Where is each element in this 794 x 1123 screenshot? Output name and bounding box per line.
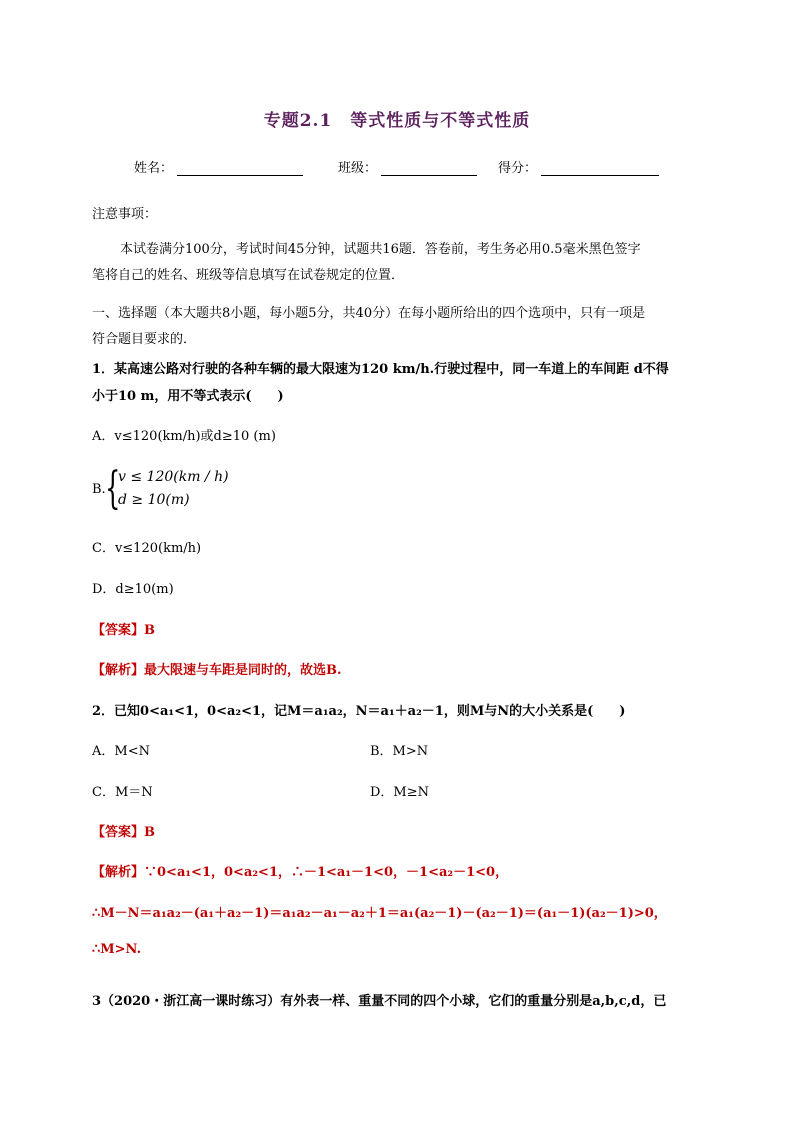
score-label: 得分： — [498, 161, 538, 176]
notice-line-1: 本试卷满分100分，考试时间45分钟，试题共16题．答卷前，考生务必用0.5毫米黑色签字 — [120, 242, 641, 257]
q1-analysis: 【解析】最大限速与车距是同时的，故选B. — [92, 663, 342, 678]
q1-option-d[interactable]: D．d≥10(m) — [92, 582, 174, 597]
q2-option-d[interactable]: D．M≥N — [370, 785, 430, 800]
q2-analysis-line-2: ∴M－N＝a₁a₂－(a₁＋a₂－1)＝a₁a₂－a₁－a₂＋1＝a₁(a₂－1)－(a₂－1)＝(a₁－1)(a₂－1)>0， — [92, 906, 667, 921]
q2-option-c[interactable]: C．M＝N — [92, 785, 153, 800]
notice-heading: 注意事项： — [92, 207, 158, 222]
q1-stem-line-2: 小于10 m，用不等式表示( ) — [92, 389, 284, 404]
q2-answer: 【答案】B — [92, 825, 155, 840]
left-brace-icon: { — [105, 463, 121, 514]
q1-option-b-label: B. — [92, 482, 106, 497]
q2-option-b[interactable]: B．M>N — [370, 744, 429, 759]
name-blank[interactable] — [177, 161, 303, 176]
name-label: 姓名： — [134, 161, 174, 176]
score-field[interactable] — [498, 157, 659, 176]
q1-option-c[interactable]: C．v≤120(km/h) — [92, 541, 202, 556]
class-blank[interactable] — [381, 161, 477, 176]
notice-line-2: 笔将自己的姓名、班级等信息填写在试卷规定的位置． — [92, 268, 405, 283]
q2-stem: 2．已知0<a₁<1，0<a₂<1，记M＝a₁a₂，N＝a₁＋a₂－1，则M与N的大小关系是( ) — [92, 704, 626, 719]
q1-option-b-row-1: v ≤ 120(km / h) — [118, 469, 229, 485]
name-field[interactable] — [134, 157, 303, 176]
q1-answer: 【答案】B — [92, 623, 155, 638]
q2-analysis-line-1: 【解析】∵0<a₁<1，0<a₂<1，∴－1<a₁－1<0，－1<a₂－1<0， — [92, 865, 509, 880]
section-heading-line-2: 符合题目要求的． — [92, 332, 197, 347]
q2-option-a[interactable]: A．M<N — [92, 744, 150, 759]
section-heading-line-1: 一、选择题（本大题共8小题，每小题5分，共40分）在每小题所给出的四个选项中，只有一项是 — [92, 306, 646, 321]
q1-option-a[interactable]: A．v≤120(km/h)或d≥10 (m) — [92, 429, 276, 444]
q3-stem-line-1: 3（2020・浙江高一课时练习）有外表一样、重量不同的四个小球，它们的重量分别是a,b,c,d，已 — [92, 994, 667, 1009]
class-field[interactable] — [338, 157, 477, 176]
q2-analysis-line-3: ∴M>N. — [92, 942, 142, 957]
page-title: 专题2.1 等式性质与不等式性质 — [263, 111, 531, 131]
class-label: 班级： — [338, 161, 378, 176]
q1-option-b-row-2: d ≥ 10(m) — [118, 492, 190, 508]
q1-stem-line-1: 1．某高速公路对行驶的各种车辆的最大限速为120 km/h.行驶过程中，同一车道上的车间距 d不得 — [92, 362, 669, 377]
score-blank[interactable] — [541, 161, 659, 176]
